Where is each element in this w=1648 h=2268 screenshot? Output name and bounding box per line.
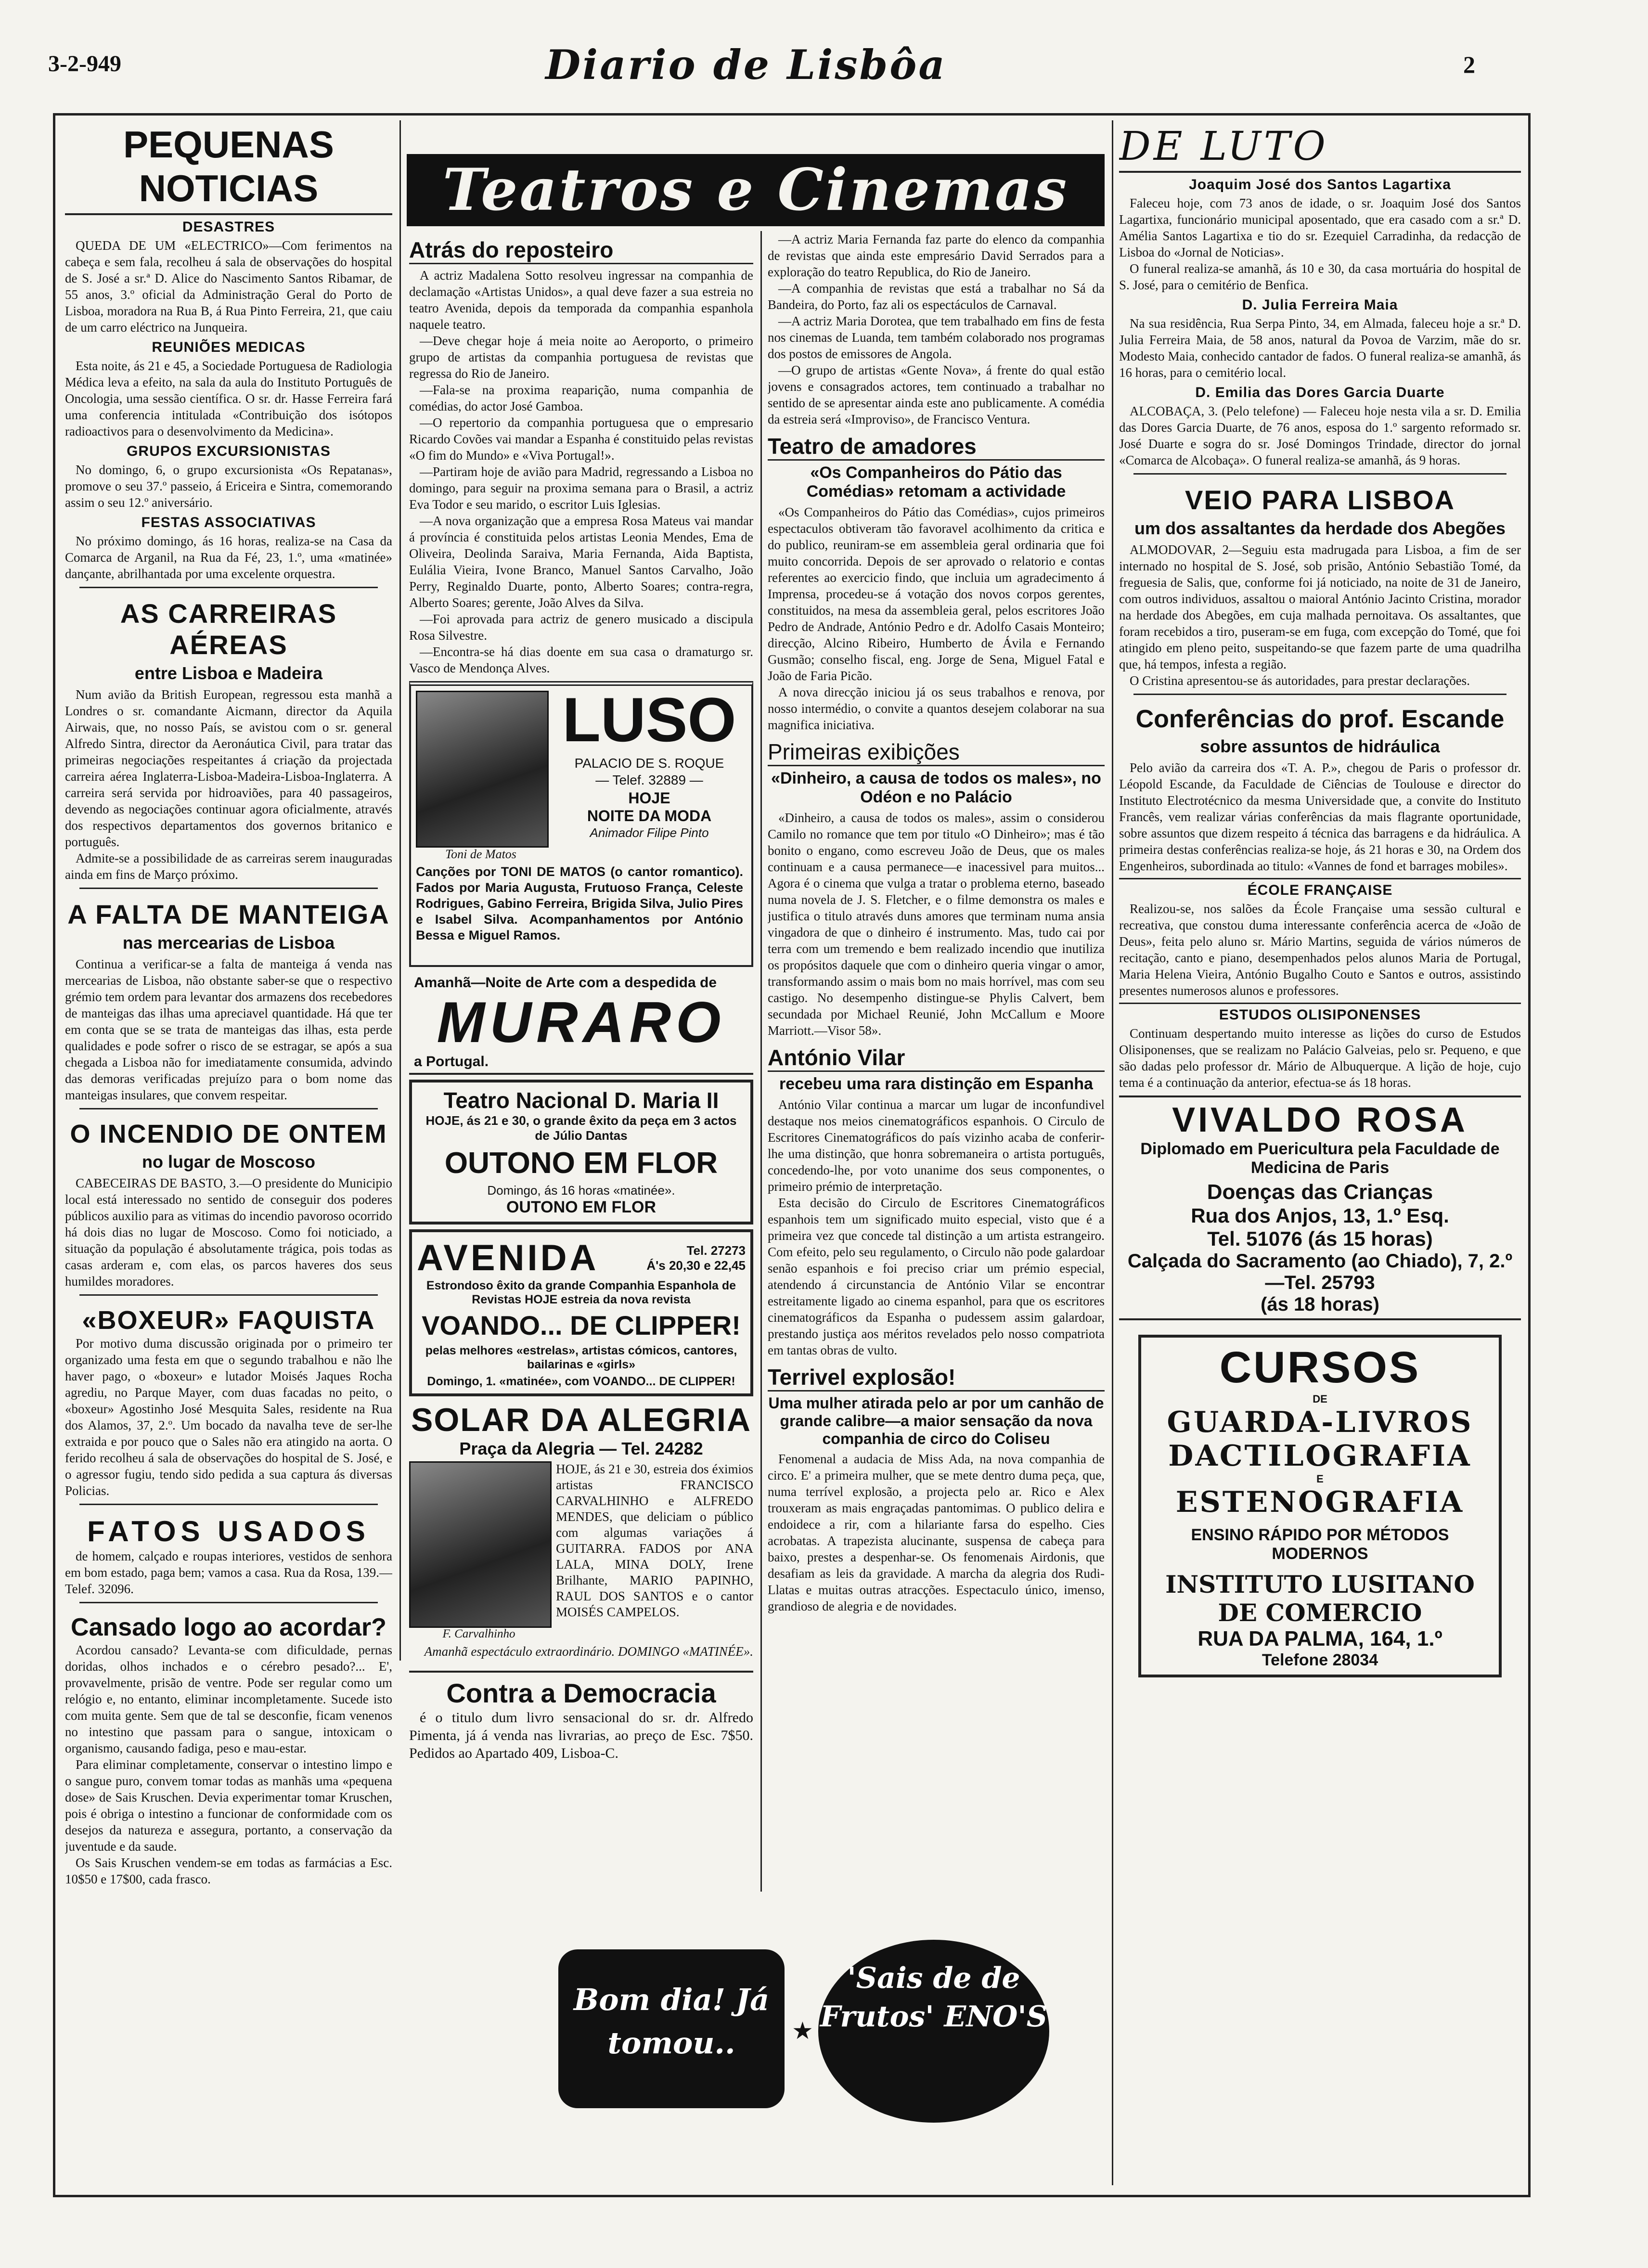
subheadline: «Dinheiro, a causa de todos os males», no Odéon e no Palácio [771,769,1101,806]
ad-line: Estrondoso êxito da grande Companhia Espanhola de Revistas HOJE estreia da nova revista [426,1279,736,1306]
article-text: O funeral realiza-se amanhã, ás 10 e 30, da casa mortuária do hospital de S. José, para o cemitério de Benfica. [1119,261,1521,292]
article-text: Continua a verificar-se a falta de manteiga á venda nas mercearias de Lisboa, não obstante saber-se que o respectivo grémio tem ordem para levantar dos armazens dos recebedores de manteigas das ilhas uma apreciavel quantidade. Há que ter em conta que se se trata de manteigas das ilhas, esta perde qualidades e pode sofrer o risco de se estragar, se após a sua chegada a Lisboa não for imediatamente consumida, advindo das demoras verificadas prejuízo para o bom nome das manteigas insulares, que convem respeitar. [65,957,392,1102]
article-text: No domingo, 6, o grupo excursionista «Os Repatanas», promove o seu 37.º passeio, á Ericeira e Sintra, comemorando assim o seu 12.º aniversário. [65,463,392,510]
ad-avenida [409,1229,753,1396]
obituary-name: D. Emilia das Dores Garcia Duarte [1195,385,1445,400]
article-text: Fenomenal a audacia de Miss Ada, na nova companhia de circo. E' a primeira mulher, que se mete dentro duma peça, que, numa terrível explosão, a projecta pelo ar. Rico e Alex trouxeram as mais engraçadas pantomimas. O publico delira e endoidece a rir, com a hilariante farsa do espelho. Cies acrobatas. A trapezista alucinante, suspensa de cabeça para baixo, prestes a despenhar-se. Os fenomenais Airdonis, que desafiam as leis da gravidade. A marcha da alegria dos Rudi-Llatas e muitas outras atracções. Espectaculo único, imenso, grandioso de alegria e de novidades. [768,1452,1105,1613]
headline: AS CARREIRAS AÉREAS [120,598,337,660]
ad-title: VIVALDO ROSA [1172,1101,1468,1139]
article-text: Esta decisão do Circulo de Escritores Cinematográficos espanhois tem um significado muito especial, visto que é a primeira vez que concede tal distinção a um artista estrangeiro. Com efeito, pelo seu regulamento, o Circulo não pode galardoar senão espanhois e foi preciso criar um prémio especial, atendendo á circunstancia de António Vilar se encontrar estreitamente ligado ao cinema espanhol, para que os escritores cinematográficos da Espanha o pudessem assim galardoar, prestando justiça aos méritos revelados pelo nosso compatriota em tantas obras de vulto. [768,1196,1105,1357]
column-theatre-2 [768,231,1105,1892]
ad-line: Domingo, 1. «matinée», com VOANDO... DE CLIPPER! [427,1375,735,1388]
ad-title: CURSOS [1219,1343,1421,1392]
ad-title: AVENIDA [417,1237,599,1278]
article-text: —A actriz Maria Dorotea, que tem trabalhado em fins de festa nos cinemas de Luanda, tem também colaborado nos programas dos postos de emissores de Angola. [768,314,1105,361]
ad-vivaldo-rosa [1119,1095,1521,1320]
newspaper-title: Diario de Lisbôa [545,41,947,89]
article-text: Realizou-se, nos salões da École Française uma sessão cultural e recreativa, que constou duma interessante conferência acerca de «João de Deus», feita pelo aluno sr. Mário Martins, seguida de vários números de recitação, canto e piano, desempenhados pelos alunos Maria de Portugal, Maria Helena Vieira, António Bugalho Couto e Santos e outros, assistindo presentes numerosos alunos e professores. [1119,902,1521,998]
ad-text: Amanhã espectáculo extraordinário. DOMINGO «MATINÉE». [424,1644,753,1659]
ad-line: Domingo, ás 16 horas «matinée». [487,1183,675,1198]
ad-line: HOJE, ás 21 e 30, o grande êxito da peça em 3 actos de Júlio Dantas [425,1113,737,1143]
ad-title: LUSO [562,684,736,755]
subheadline: sobre assuntos de hidráulica [1200,736,1440,756]
headline: Conferências do prof. Escande [1135,705,1505,733]
article-text: —O repertorio da companhia portuguesa que o empresario Ricardo Covões vai mandar a Espanha é constituido pelas revistas «O fim do Mundo» e «Viva Portugal!». [409,415,753,463]
ad-headline: Cansado logo ao acordar? [71,1613,386,1641]
divider [79,1504,378,1510]
headline: «BOXEUR» FAQUISTA [82,1306,375,1335]
headline: GRUPOS EXCURSIONISTAS [127,443,331,459]
subheadline: um dos assaltantes da herdade dos Abegões [1134,518,1506,538]
article-text: —Foi aprovada para actriz de genero musicado a discipula Rosa Silvestre. [409,612,753,643]
ad-line: pelas melhores «estrelas», artistas cómicos, cantores, bailarinas e «girls» [425,1344,737,1371]
ad-line: ENSINO RÁPIDO POR MÉTODOS MODERNOS [1191,1526,1449,1563]
ad-text: Canções por TONI DE MATOS (o cantor romantico). Fados por Maria Augusta, Frutuoso França, Celeste Rodrigues, Gabino Ferreira, Brigida Silva, Julio Pires e Isabel Silva. Acompanhamentos por António Bessa e Miguel Ramos. [416,864,743,942]
ad-line: DACTILOGRAFIA [1168,1439,1472,1473]
ad-line: Diplomado em Puericultura pela Faculdade de Medicina de Paris [1140,1140,1500,1177]
ad-line: Calçada do Sacramento (ao Chiado), 7, 2.º —Tel. 25793 [1127,1250,1513,1293]
ad-line: Amanhã—Noite de Arte com a despedida de [414,975,717,991]
divider [79,888,378,894]
ad-line: GUARDA-LIVROS [1167,1405,1473,1439]
ad-phone: Tel. 27273 [686,1243,746,1258]
section-banner: Teatros e Cinemas [407,154,1105,226]
ad-line: Animador Filipe Pinto [590,825,709,840]
ad-line: (ás 18 horas) [1261,1294,1379,1315]
ad-title: SOLAR DA ALEGRIA [411,1402,751,1438]
article-text: Esta noite, ás 21 e 45, a Sociedade Portuguesa de Radiologia Médica leva a efeito, na sala da aula do Instituto Português de Oncologia, uma sessão científica. O sr. dr. Hasse Ferreira fará uma conferencia intitulada «Contribuição dos isótopos radioactivos para o desenvolvimento da Medicina». [65,359,392,438]
ad-line: Rua dos Anjos, 13, 1.º Esq. [1191,1204,1449,1227]
photo-caption: Toni de Matos [445,847,516,861]
article-text: CABECEIRAS DE BASTO, 3.—O presidente do Municipio local está interessado no sentido de conseguir dos poderes públicos auxilio para as vitimas do incendio pavoroso ocorrido há dois dias no lugar de Moscoso. Como foi noticiado, a situação da população é absolutamente trágica, pois todas as casas arderam e, com elas, os parcos haveres dos seus humildes moradores. [65,1176,392,1289]
headline: O INCENDIO DE ONTEM [70,1120,387,1148]
ad-text: HOJE, ás 21 e 30, estreia dos éximios artistas FRANCISCO CARVALHINHO e ALFREDO MENDES, que deliciam o público com algumas variações á GUITARRA. FADOS por ANA LALA, MINA DOLY, Irene Brilhante, MARIO PAPINHO, RAUL DOS SANTOS e o cantor MOISÉS CAMPELOS. [556,1462,753,1619]
article-text: QUEDA DE UM «ELECTRICO»—Com ferimentos na cabeça e sem fala, recolheu á sala de observações do hospital de S. José a sr.ª D. Alice do Nascimento Santos Ribamar, de 55 anos, 3.º oficial da Administração Geral do Porto de Lisboa, moradora na Rua B, á Rua Pinto Ferreira, 21, que caiu de um carro eléctrico na Junqueira. [65,238,392,335]
headline: Atrás do reposteiro [409,237,753,264]
obituary-name: Joaquim José dos Santos Lagartixa [1189,177,1451,193]
ad-line: Praça da Alegria — Tel. 24282 [459,1439,703,1458]
headline: A FALTA DE MANTEIGA [67,899,390,929]
ad-line: INSTITUTO LUSITANO DE COMERCIO [1165,1570,1475,1627]
ad-cursos [1138,1335,1502,1677]
headline: DESASTRES [182,219,275,235]
divider [79,1602,378,1608]
ad-enos-right: 'Sais de de Frutos' ENO'S [818,1940,1049,2123]
headline: António Vilar [768,1044,1105,1072]
ad-line: Tel. 51076 (ás 15 horas) [1207,1227,1433,1250]
issue-date: 3-2-949 [48,51,121,77]
ad-line: DE [1313,1393,1327,1405]
photo-caption: F. Carvalhinho [442,1627,515,1640]
ad-line: PALACIO DE S. ROQUE [574,756,724,771]
ad-line: ESTENOGRAFIA [1175,1485,1465,1519]
ad-line: OUTONO EM FLOR [506,1198,657,1216]
ad-teatro-dmaria [409,1080,753,1224]
subheadline: Uma mulher atirada pelo ar por um canhão de grande calibre—a maior sensação da nova companhia de circo do Coliseu [768,1394,1104,1447]
star-icon: ★ [792,2017,813,2044]
article-text: ALMODOVAR, 2—Seguiu esta madrugada para Lisboa, a fim de ser internado no hospital de S. José, sob prisão, António Sebastião Tomé, da freguesia de Salis, que, conforme foi já noticiado, na noite de 31 de Janeiro, com outros individuos, assaltou o maioral António Jacinto Cristina, morador na herdade dos Abegões, em cuja malhada pernoitava. Os assaltantes, que foram recebidos a tiro, puseram-se em fuga, com excepção do Tomé, que foi atingido em pleno peito, suspeitando-se que fazem parte de uma quadrilha que, há tempos, infesta a região. [1119,542,1521,671]
subheadline: nas mercearias de Lisboa [122,933,335,953]
article-text: António Vilar continua a marcar um lugar de inconfundivel destaque nos meios cinematográficos espanhois. O Circulo de Escritores Cinematográficos do país vizinho acaba de conferir-lhe uma distinção, que honra sobremaneira o artista português, concedendo-lhe, por voto unanime dos seus componentes, o primeiro prémio de interpretação. [768,1097,1105,1194]
portrait-photo [409,1461,552,1628]
portrait-photo [416,691,549,848]
ad-title: MURARO [437,990,726,1055]
ad-line: E [1316,1473,1324,1485]
headline: Terrivel explosão! [768,1364,1105,1392]
article-text: —A actriz Maria Fernanda faz parte do elenco da companhia de revistas que ainda este empresário David Serrados para a exploração do teatro Republica, do Rio de Janeiro. [768,232,1105,279]
ad-enos-left: Bom dia! Já tomou.. [558,1949,785,2108]
article-text: Continuam despertando muito interesse as lições do curso de Estudos Olisiponenses, que se realizam no Palácio Galveias, pelo sr. Pequeno, e que são dadas pelo professor dr. Mário de Albuquerque. A lição de hoje, cujo tema é a continuação da anterior, efectua-se ás 18 horas. [1119,1026,1521,1090]
ad-play-title: VOANDO... DE CLIPPER! [422,1310,741,1340]
divider [1133,694,1506,700]
headline: Teatro de amadores [768,433,1105,461]
divider [79,1294,378,1301]
article-text: —Deve chegar hoje á meia noite ao Aeroporto, o primeiro grupo de artistas da companhia portuguesa de revistas que regressa do Rio de Janeiro. [409,334,753,381]
subheadline: recebeu uma rara distinção em Espanha [779,1075,1093,1093]
ad-line: — Telef. 32889 — [595,773,703,787]
article-text: O Cristina apresentou-se ás autoridades, para prestar declarações. [1130,673,1470,688]
column-rule [399,120,401,1661]
headline: Primeiras exibições [768,739,1105,766]
ad-text: Para eliminar completamente, conservar o intestino limpo e o sangue puro, convem tomar todas as manhãs uma «pequena dose» de Sais Kruschen. Devia experimentar tomar Kruschen, pois é obriga o intestino a funcionar de conformidade com os desejos da natureza e assegura, portanto, a conservação da juventude e da saude. [65,1757,392,1854]
divider [79,1108,378,1114]
section-title: PEQUENAS NOTICIAS [65,123,392,215]
article-text: «Dinheiro, a causa de todos os males», assim o considerou Camilo no romance que tem por titulo «O Dinheiro»; mas é tão bonito o engano, como escreveu João de Deus, que os males continuam e a causa permanece—e inacessivel para muitos... Agora é o cinema que vulga a tratar o problema eterno, baseado numa novela de J. S. Fletcher, e o filme demonstra os males e justifica o titulo através duns amores que terminam numa ansia vingadora de que o dinheiro é instrumento. Mas, tudo cai por terra com um tremendo e bem realizado incendio que inutiliza os propósitos daquele que com o dinheiro queria vingar o amor, transformando assim o mais bom no mais horrível, mas com seu castigo. No desempenho distingue-se Phylis Calvert, bem secundada por Michael Reunié, John McCallum e Moore Marriott.—Visor 58». [768,811,1105,1038]
ad-play-title: OUTONO EM FLOR [444,1147,718,1180]
page-number: 2 [1463,51,1475,78]
obituary-name: D. Julia Ferreira Maia [1242,297,1398,313]
article-text: Faleceu hoje, com 73 anos de idade, o sr. Joaquim José dos Santos Lagartixa, funcionário municipal aposentado, que era casado com a sr.ª D. Amélia Santos Lagartixa e tio do sr. Ezequiel Carradinha, da redacção de Lisboa do «Jornal de Noticias». [1119,196,1521,259]
subheadline: entre Lisboa e Madeira [134,663,323,683]
divider [1133,473,1506,479]
column-news [65,123,392,2183]
ad-solar-alegria [409,1401,753,1673]
article-text: Na sua residência, Rua Serpa Pinto, 34, em Almada, faleceu hoje a sr.ª D. Julia Ferreira Maia, de 58 anos, natural da Povoa de Varzim, mãe do sr. Modesto Maia, conhecido cantador de fados. O funeral realiza-se amanhã, ás 16 horas, para o cemitério local. [1119,316,1521,380]
headline: ESTUDOS OLISIPONENSES [1119,1003,1521,1023]
section-title: DE LUTO [1119,123,1521,173]
article-text: A nova direcção iniciou já os seus trabalhos e renova, por nosso intermédio, o convite a quantos desejem colaborar na sua magnifica iniciativa. [768,685,1105,732]
headline: REUNIÕES MEDICAS [152,339,306,355]
ad-times: Á's 20,30 e 22,45 [646,1258,746,1273]
article-text: Pelo avião da carreira dos «T. A. P.», chegou de Paris o professor dr. Léopold Escande, da Faculdade de Ciências de Toulouse e director do Instituto Electrotécnico da mesma Universidade que, a convite do Instituto Francês, vem realizar várias conferências da mais flagrante oportunidade, sobre assuntos que dizem respeito á técnica das barragens e da hidráulica. A primeira destas conferências realiza-se hoje, ás 21 horas e 30, na Ordem dos Engenheiros, subordinada ao titulo: «Vannes de fond et barrages mobiles». [1119,760,1521,873]
classified-text: de homem, calçado e roupas interiores, vestidos de senhora em bom estado, paga bem; vamos a casa. Rua da Rosa, 139.—Telef. 32096. [65,1549,392,1596]
divider [79,587,378,593]
column-obituary [1119,123,1521,2183]
ad-headline: Contra a Democracia [446,1678,716,1708]
article-text: Admite-se a possibilidade de as carreiras serem inauguradas ainda em fins de Março próximo. [65,851,392,882]
column-rule [760,231,762,1892]
subheadline: «Os Companheiros do Pátio das Comédias» retomam a actividade [806,464,1066,501]
ad-line: RUA DA PALMA, 164, 1.º [1197,1627,1442,1650]
ad-line: a Portugal. [414,1054,489,1070]
ad-line: Doenças das Crianças [1207,1180,1433,1204]
article-text: Por motivo duma discussão originada por o primeiro ter organizado uma festa em que o segundo trabalhou e não lhe haver pago, o «boxeur» e lutador Moisés Jaques Rocha agrediu, no Parque Mayer, com duas facadas no peito, o «boxeur» Agostinho José Mesquita Sales, residente na Rua dos Alamos, 37, 2.º. Um bocado da navalha teve de ser-lhe extraida e por pouco que o Sales não era atingido na aorta. O ferido recolheu á sala de observações do hospital de S. José, e o agressor fugiu, tendo sido pedida a sua captura ás diversas Policias. [65,1336,392,1498]
article-text: «Os Companheiros do Pátio das Comédias», cujos primeiros espectaculos obtiveram tão favoravel acolhimento da critica e do publico, reuniram-se em assembleia geral ordinaria que foi muito concorrida. Depois de ser aprovado o relatorio e contas referentes ao exercicio findo, que incluia um agradecimento á Imprensa, procedeu-se á votação dos novos corpos gerentes, constituidos, na mesa da assembleia geral, pelos escritores João Pedro de Andrade, António Pedro e dr. Adolfo Casais Monteiro; direcção, Alcino Ribeiro, Humberto de Ávila e Fernando Gusmão; conselho fiscal, eng. Jorge de Sena, Miguel Fatal e João de Faria Picão. [768,505,1105,683]
article-text: No próximo domingo, ás 16 horas, realiza-se na Casa da Comarca de Arganil, na Rua da Fé, 23, 1.º, uma «matinée» dançante, abrilhantada por uma excelente orquestra. [65,534,392,581]
article-text: —A nova organização que a empresa Rosa Mateus vai mandar á província é constituida pelos artistas Leonia Mendes, Ema de Oliveira, Deolinda Saraiva, Maria Fernanda, Aida Baptista, Eulália Vieira, Ivone Branco, Manuel Santos Carvalho, João Perry, Reginaldo Duarte, ponto, Alberto Soares; contra-regra, Alberto Soares; gerente, João Alves da Silva. [409,514,753,610]
ad-muraro [409,972,753,1075]
classified-title: FATOS USADOS [87,1515,370,1547]
article-text: —A companhia de revistas que está a trabalhar no Sá da Bandeira, do Porto, faz ali os espectáculos de Carnaval. [768,281,1105,312]
ad-text: Os Sais Kruschen vendem-se em todas as farmácias a Esc. 10$50 e 17$00, cada frasco. [65,1856,392,1886]
article-text: —Encontra-se há dias doente em sua casa o dramaturgo sr. Vasco de Mendonça Alves. [409,644,753,675]
ad-text: Acordou cansado? Levanta-se com dificuldade, pernas doridas, olhos inchados e o cérebro pesado?... E', provavelmente, prisão de ventre. Pode ser regular como um relógio e, no entanto, eliminar incompletamente. Sucede isto com muita gente. Sem que de tal se desconfie, ficam venenos no intestino que passam para o sangue, intoxicam o organismo, causando fadiga, peso e mau-estar. [65,1643,392,1755]
article-text: —Partiram hoje de avião para Madrid, regressando a Lisboa no domingo, para seguir na proxima semana para o Brasil, a actriz Eva Todor e seu marido, o escritor Luis Iglesias. [409,464,753,512]
subheadline: no lugar de Moscoso [142,1152,316,1172]
ad-title: Teatro Nacional D. Maria II [443,1088,719,1113]
headline: VEIO PARA LISBOA [1185,485,1455,515]
article-text: Num avião da British European, regressou esta manhã a Londres o sr. comandante Aicmann, director da Aquila Airwais, que, no nosso País, se avistou com o sr. general Alfredo Sintra, director da Aeronáutica Civil, para tratar das primeiras negociações respeitantes á criação da projectada carreira aérea Inglaterra-Lisboa-Madeira-Lisboa-Inglaterra. A carreira será servida por hidroaviões, para 40 passageiros, devendo as negociações continuar agora oficialmente, através dos respectivos departamentos dos governos britanico e português. [65,687,392,849]
article-text: —Fala-se na proxima reaparição, numa companhia de comédias, do actor José Gamboa. [409,383,753,413]
ad-luso [409,681,753,967]
headline: FESTAS ASSOCIATIVAS [141,515,316,530]
ad-line: HOJE [628,789,670,807]
article-text: A actriz Madalena Sotto resolveu ingressar na companhia de declamação «Artistas Unidos», a qual deve fazer a sua estreia no teatro Avenida, depois da temporada da companhia espanhola naquele teatro. [409,268,753,332]
ad-enos [558,1940,1059,2127]
headline: ÉCOLE FRANÇAISE [1119,878,1521,899]
column-theatre [409,231,753,1892]
ad-line: NOITE DA MODA [587,807,712,825]
ad-line: Telefone 28034 [1262,1651,1378,1669]
article-text: —O grupo de artistas «Gente Nova», á frente do qual estão jovens e consagrados actores, tem continuado a trabalhar no sentido de se apresentar ainda este ano publicamente. A comédia da estreia será «Improviso», de Francisco Ventura. [768,363,1105,426]
article-text: ALCOBAÇA, 3. (Pelo telefone) — Faleceu hoje nesta vila a sr. D. Emilia das Dores Garcia Duarte, de 76 anos, esposa do 1.º sargento reformado sr. José Duarte e sogra do sr. José Domingos Trindade, director do jornal «Comarca de Alcobaça». O funeral realiza-se amanhã, ás 9 horas. [1119,404,1521,467]
column-rule [1112,120,1113,2185]
ad-text: é o titulo dum livro sensacional do sr. dr. Alfredo Pimenta, já á venda nas livrarias, ao preço de Esc. 7$50. Pedidos ao Apartado 409, Lisboa-C. [409,1710,753,1761]
